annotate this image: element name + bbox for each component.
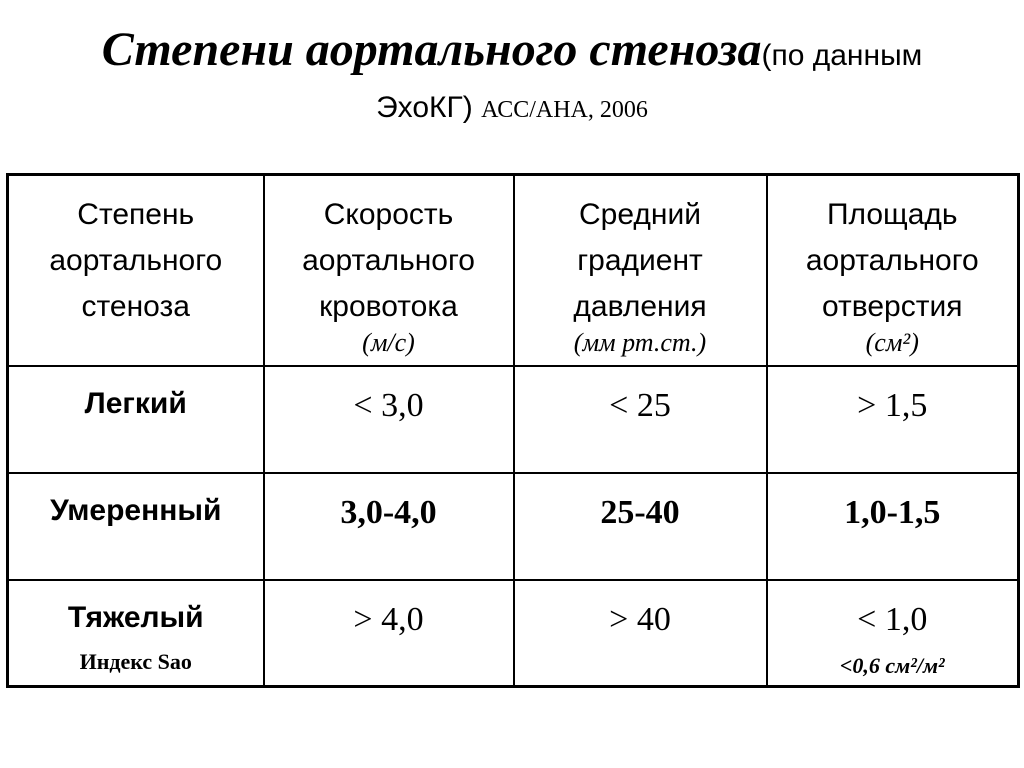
gradient-value: 25-40 bbox=[600, 493, 680, 531]
header-label: Средний градиент давления bbox=[573, 198, 707, 323]
grade-note: Индекс Sao bbox=[79, 648, 192, 674]
title-sub: (по данным bbox=[761, 39, 923, 72]
table-row bbox=[8, 473, 1019, 580]
gradient-cell bbox=[514, 473, 767, 580]
area-note: <0,6 см²/м² bbox=[839, 652, 945, 678]
grade-cell bbox=[8, 580, 264, 687]
grade-label: Легкий bbox=[84, 386, 187, 420]
slide-title-line2 bbox=[0, 80, 1024, 141]
table-row bbox=[8, 580, 1019, 687]
header-label: Скорость аортального кровотока bbox=[302, 198, 475, 323]
area-value: > 1,5 bbox=[857, 386, 928, 424]
area-cell bbox=[767, 366, 1019, 473]
area-cell bbox=[767, 580, 1019, 687]
header-unit: (см²) bbox=[865, 328, 919, 357]
grade-cell bbox=[8, 366, 264, 473]
header-label: Степень аортального стеноза bbox=[49, 198, 223, 323]
header-cell-velocity bbox=[264, 175, 514, 366]
table-row bbox=[8, 366, 1019, 473]
header-cell-grade bbox=[8, 175, 264, 366]
velocity-value: 3,0-4,0 bbox=[340, 493, 437, 531]
velocity-value: < 3,0 bbox=[353, 386, 424, 424]
area-cell bbox=[767, 473, 1019, 580]
title-echo: ЭхоКГ) bbox=[376, 91, 482, 124]
velocity-value: > 4,0 bbox=[353, 600, 424, 638]
table-header-row bbox=[8, 175, 1019, 366]
velocity-cell bbox=[264, 366, 514, 473]
header-unit: (мм рт.ст.) bbox=[573, 328, 707, 357]
gradient-cell bbox=[514, 366, 767, 473]
title-main: Степени аортального стеноза bbox=[101, 23, 762, 76]
grade-cell bbox=[8, 473, 264, 580]
title-source: АСС/АНА, 2006 bbox=[481, 97, 648, 123]
grade-label: Умеренный bbox=[50, 493, 222, 527]
gradient-value: > 40 bbox=[609, 600, 671, 638]
area-value: 1,0-1,5 bbox=[844, 493, 941, 531]
header-cell-area bbox=[767, 175, 1019, 366]
grade-label: Тяжелый bbox=[67, 600, 204, 634]
area-value: < 1,0 bbox=[857, 600, 928, 638]
gradient-cell bbox=[514, 580, 767, 687]
stenosis-table bbox=[6, 173, 1020, 688]
velocity-cell bbox=[264, 473, 514, 580]
header-cell-gradient bbox=[514, 175, 767, 366]
gradient-value: < 25 bbox=[609, 386, 671, 424]
header-unit: (м/с) bbox=[362, 328, 415, 357]
velocity-cell bbox=[264, 580, 514, 687]
header-label: Площадь аортального отверстия bbox=[805, 198, 979, 323]
